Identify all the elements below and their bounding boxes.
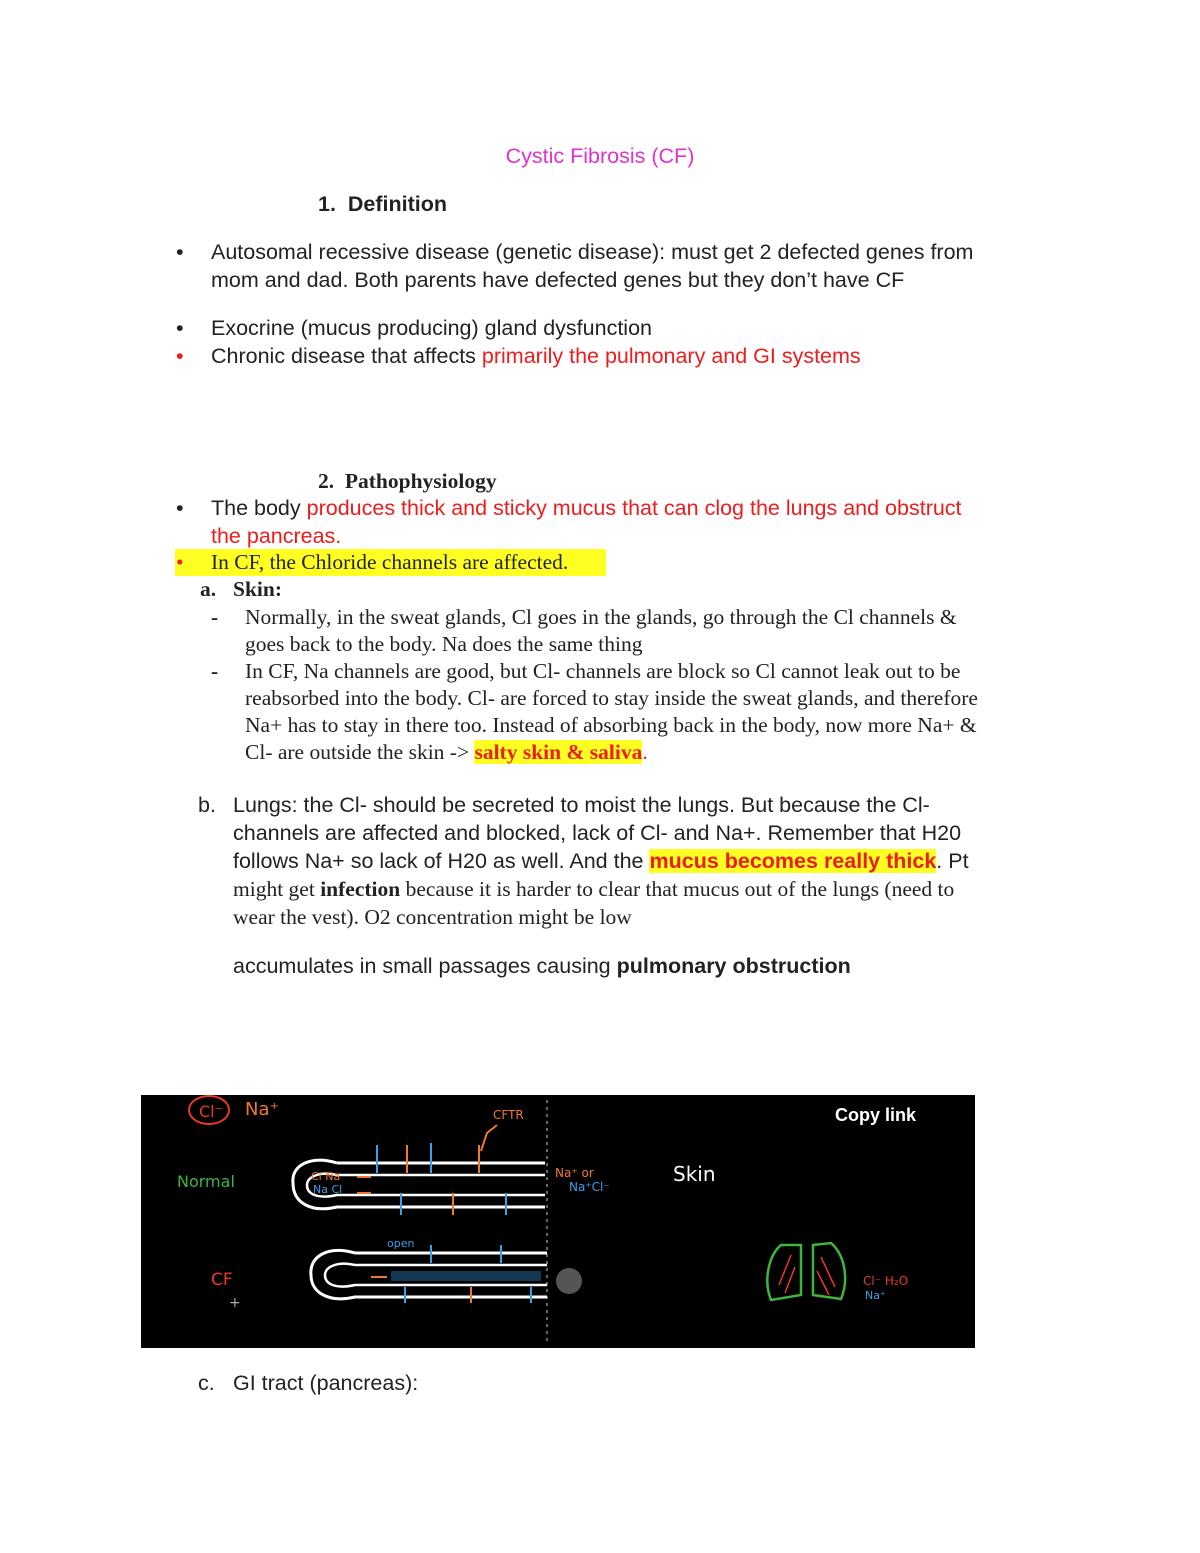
- section-1-number: 1.: [318, 192, 336, 216]
- bullet-dot: •: [176, 344, 184, 368]
- skin-dash-2: [245, 658, 1075, 766]
- patho-bullet-1-red-line2: the pancreas.: [211, 524, 342, 548]
- copy-link-button[interactable]: Copy link: [835, 1105, 917, 1125]
- skin-heading: Skin:: [233, 577, 283, 601]
- skin-dash-2-line4-suffix: .: [642, 740, 648, 764]
- lungs-line2: channels are affected and blocked, lack of Cl- and Na+. Remember that H20: [233, 821, 962, 845]
- skin-dash-2-line1: In CF, Na channels are good, but Cl- channels are block so Cl cannot leak out to be: [245, 659, 961, 683]
- section-2-heading: [318, 468, 497, 495]
- lungs-line5: wear the vest). O2 concentration might be low: [233, 905, 632, 929]
- lungs-line4-suffix: because it is harder to clear that mucus out of the lungs (need to: [400, 877, 955, 901]
- label-na-or: Na⁺ or: [555, 1166, 594, 1180]
- label-skin: Skin: [673, 1162, 716, 1186]
- lungs-drawing: [767, 1243, 908, 1302]
- lungs-letter: b.: [198, 793, 216, 817]
- label-cf: CF: [211, 1270, 233, 1290]
- definition-bullet-3-prefix: Chronic disease that affects: [211, 344, 482, 368]
- section-1-heading-text: Definition: [347, 192, 448, 216]
- definition-bullet-1-line1: Autosomal recessive disease (genetic disease): must get 2 defected genes from: [211, 240, 974, 264]
- pulmonary-obstruction-bold: pulmonary obstruction: [616, 954, 851, 978]
- svg-text:Na Cl: Na Cl: [313, 1183, 343, 1196]
- lungs-line3-prefix: follows Na+ so lack of H20 as well. And the: [233, 849, 650, 873]
- gi-letter: c.: [198, 1371, 215, 1395]
- lungs-line3-suffix: . Pt: [936, 849, 969, 873]
- label-na-cl: Na⁺Cl⁻: [569, 1180, 610, 1194]
- section-2-number: 2.: [318, 469, 335, 493]
- lungs-line6-prefix: accumulates in small passages causing: [233, 954, 617, 978]
- patho-bullet-1-red-line1: produces thick and sticky mucus that can clog the lungs and obstruct: [306, 496, 962, 520]
- page-title: Cystic Fibrosis (CF): [505, 144, 695, 168]
- skin-dash-1: [245, 604, 1075, 658]
- definition-bullet-3-highlight: primarily the pulmonary and GI systems: [481, 344, 861, 368]
- cursor-mark: +: [229, 1295, 241, 1311]
- cf-gland: [311, 1237, 582, 1303]
- label-cftr: CFTR: [493, 1108, 524, 1122]
- label-normal: Normal: [177, 1172, 235, 1191]
- salty-skin-highlight: salty skin & saliva: [474, 740, 643, 764]
- bullet-dot: •: [176, 496, 184, 520]
- definition-bullet-3: [211, 342, 861, 370]
- patho-bullet-1-prefix: The body: [211, 496, 307, 520]
- svg-text:Cl Na: Cl Na: [311, 1170, 341, 1183]
- label-na: Na⁺: [245, 1099, 279, 1120]
- lungs-line6: [233, 952, 851, 980]
- bullet-dot: •: [176, 550, 184, 574]
- label-na-small: Na⁺: [865, 1289, 886, 1302]
- skin-dash-2-line4-prefix: Cl- are outside the skin ->: [245, 740, 475, 764]
- skin-letter: a.: [200, 577, 217, 601]
- normal-gland: [293, 1108, 545, 1215]
- definition-bullet-1-line2: mom and dad. Both parents have defected genes but they don’t have CF: [211, 268, 905, 292]
- skin-dash-2-line2: reabsorbed into the body. Cl- are forced to stay inside the sweat glands, and therefore: [245, 686, 978, 710]
- video-drawing: [141, 1095, 975, 1348]
- bullet-dot: •: [176, 240, 184, 264]
- infection-bold: infection: [320, 877, 401, 901]
- definition-bullet-2: Exocrine (mucus producing) gland dysfunction: [211, 316, 652, 340]
- section-2-heading-text: Pathophysiology: [344, 469, 497, 493]
- dash-marker: -: [211, 659, 219, 683]
- label-cl: Cl⁻: [199, 1102, 224, 1121]
- mucus-highlight: mucus becomes really thick: [649, 849, 937, 873]
- section-1-heading: [318, 190, 447, 218]
- bullet-dot: •: [176, 316, 184, 340]
- patho-bullet-2: In CF, the Chloride channels are affected.: [211, 550, 569, 574]
- skin-dash-2-line3: Na+ has to stay in there too. Instead of absorbing back in the body, now more Na+ &: [245, 713, 977, 737]
- definition-bullet-1: [211, 238, 1111, 294]
- skin-dash-1-line1: Normally, in the sweat glands, Cl goes in the glands, go through the Cl channels &: [245, 605, 957, 629]
- lungs-line1: Lungs: the Cl- should be secreted to moist the lungs. But because the Cl-: [233, 793, 930, 817]
- lungs-line4-prefix: might get: [233, 877, 321, 901]
- label-open: open: [387, 1237, 415, 1250]
- patho-bullet-1: [211, 494, 1111, 550]
- video-embed[interactable]: [141, 1095, 975, 1348]
- dash-marker: -: [211, 605, 219, 629]
- gi-text: GI tract (pancreas):: [233, 1371, 419, 1395]
- label-cl-h2o: Cl⁻ H₂O: [863, 1274, 909, 1288]
- lungs-paragraph: [233, 791, 1083, 931]
- skin-dash-1-line2: goes back to the body. Na does the same thing: [245, 632, 643, 656]
